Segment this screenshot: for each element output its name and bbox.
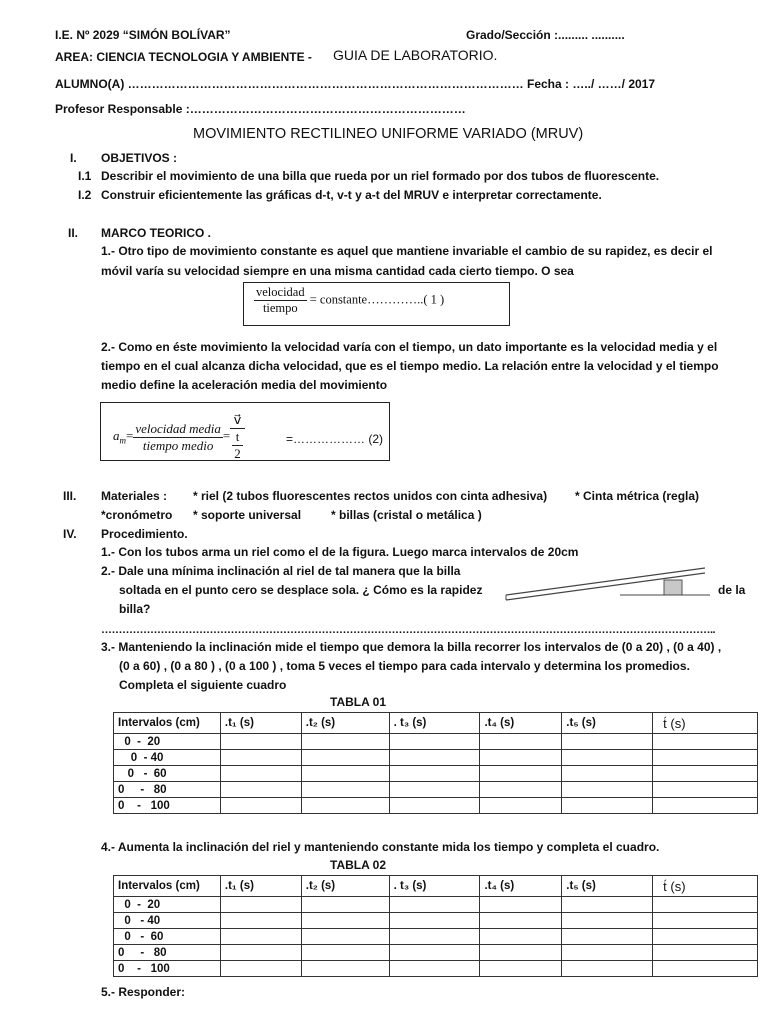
table-header-row — [114, 876, 758, 897]
eq2-two: 2 — [234, 446, 241, 461]
row-label: 0 - 40 — [114, 913, 221, 929]
table-cell[interactable] — [653, 734, 758, 750]
materials-number: III. — [63, 489, 77, 503]
procedure-heading: Procedimiento. — [101, 527, 188, 541]
table-cell[interactable] — [389, 961, 480, 977]
column-header: .t₁ (s) — [220, 713, 301, 734]
objective-number: I.2 — [78, 188, 92, 202]
student-line: ALUMNO(A) ……………………………………………………………………………………… Fecha : …../ ……/ 2017 — [55, 77, 656, 91]
eq2-denominator: tiempo medio — [142, 437, 214, 453]
eq2-lhs-sub: m — [119, 435, 126, 446]
theory-heading: MARCO TEORICO . — [101, 226, 211, 240]
table-cell[interactable] — [389, 766, 480, 782]
theory-paragraph-1b: móvil varía su velocidad siempre en una misma cantidad cada cierto tiempo. O sea — [101, 264, 574, 278]
column-header: t́ (s) — [653, 876, 758, 897]
eq2-vector-v: v⃗ — [230, 412, 245, 429]
school-name: I.E. Nº 2029 “SIMÓN BOLÍVAR” — [55, 28, 231, 42]
table-cell[interactable] — [301, 961, 389, 977]
row-label: 0 - 60 — [114, 929, 221, 945]
table-cell[interactable] — [562, 897, 653, 913]
table-row — [114, 766, 758, 782]
table-cell[interactable] — [389, 750, 480, 766]
table-cell[interactable] — [301, 782, 389, 798]
objective-text: Describir el movimiento de una billa que rueda por un riel formado por dos tubos de fluorescente. — [101, 169, 660, 183]
table-row — [114, 897, 758, 913]
procedure-step-3: 3.- Manteniendo la inclinación mide el tiempo que demora la billa recorrer los intervalos de (0 a 20) , (0 a 40) , — [101, 640, 722, 654]
table-cell[interactable] — [562, 750, 653, 766]
procedure-step-2-tail: de la — [718, 583, 746, 597]
table-cell[interactable] — [301, 766, 389, 782]
table-cell[interactable] — [389, 929, 480, 945]
eq2-lhs: a — [113, 427, 120, 443]
row-label: 0 - 100 — [114, 798, 221, 814]
table-cell[interactable] — [653, 782, 758, 798]
column-header: .t₄ (s) — [480, 713, 562, 734]
material-item: * soporte universal — [193, 508, 302, 522]
theory-paragraph-2b: tiempo en el cual alcanza dicha velocidad, que es el tiempo medio. La relación entre la velocidad y el tiempo — [101, 359, 719, 373]
table-row — [114, 945, 758, 961]
material-item: * billas (cristal o metálica ) — [331, 508, 482, 522]
column-header: . t₃ (s) — [389, 713, 480, 734]
table-cell[interactable] — [480, 945, 562, 961]
row-label: 0 - 100 — [114, 961, 221, 977]
material-item: *cronómetro — [101, 508, 173, 522]
table-cell[interactable] — [480, 750, 562, 766]
column-header: .t₂ (s) — [301, 713, 389, 734]
inclined-rail-figure — [500, 560, 712, 608]
procedure-step-2b: soltada en el punto cero se desplace sola. ¿ Cómo es la rapidez — [119, 583, 483, 597]
table-cell[interactable] — [389, 734, 480, 750]
equation-1 — [254, 285, 444, 316]
table-cell[interactable] — [653, 913, 758, 929]
equation-2-box — [100, 402, 390, 461]
theory-paragraph-1: 1.- Otro tipo de movimiento constante es aquel que mantiene invariable el cambio de su rapidez, es decir el — [101, 244, 713, 258]
procedure-step-4: 4.- Aumenta la inclinación del riel y manteniendo constante mida los tiempo y completa el cuadro. — [101, 840, 660, 854]
table-cell[interactable] — [653, 798, 758, 814]
table-cell[interactable] — [480, 929, 562, 945]
table-cell[interactable] — [301, 945, 389, 961]
table-cell[interactable] — [480, 766, 562, 782]
theory-number: II. — [68, 226, 79, 240]
material-item: * riel (2 tubos fluorescentes rectos unidos con cinta adhesiva) — [193, 489, 548, 503]
table-row — [114, 961, 758, 977]
table-1-caption: TABLA 01 — [330, 695, 387, 709]
procedure-step-3b: (0 a 60) , (0 a 80 ) , (0 a 100 ) , toma 5 veces el tiempo para cada intervalo y determina los promedios. — [119, 659, 690, 673]
eq2-t: t — [232, 429, 243, 446]
materials-heading: Materiales : — [101, 489, 168, 503]
row-label: 0 - 20 — [114, 897, 221, 913]
table-cell[interactable] — [220, 945, 301, 961]
table-cell[interactable] — [480, 961, 562, 977]
table-row — [114, 734, 758, 750]
table-cell[interactable] — [653, 897, 758, 913]
objectives-number: I. — [70, 151, 77, 165]
table-2 — [113, 875, 758, 977]
table-row — [114, 929, 758, 945]
procedure-step-5: 5.- Responder: — [101, 985, 186, 999]
table-cell[interactable] — [562, 782, 653, 798]
objective-text: Construir eficientemente las gráficas d-t, v-t y a-t del MRUV e interpretar correctamente. — [101, 188, 602, 202]
column-header: Intervalos (cm) — [114, 876, 221, 897]
area-label: AREA: CIENCIA TECNOLOGIA Y AMBIENTE - — [55, 50, 312, 64]
row-label: 0 - 60 — [114, 766, 221, 782]
table-2-caption: TABLA 02 — [330, 858, 387, 872]
equation-2 — [113, 412, 245, 462]
objective-number: I.1 — [78, 169, 92, 183]
table-cell[interactable] — [389, 798, 480, 814]
eq2-numerator: velocidad media — [135, 420, 221, 436]
theory-paragraph-2c: medio define la aceleración media del movimiento — [101, 378, 388, 392]
objectives-heading: OBJETIVOS : — [101, 151, 178, 165]
guide-title: GUIA DE LABORATORIO. — [333, 47, 498, 63]
page-title: MOVIMIENTO RECTILINEO UNIFORME VARIADO (MRUV) — [193, 126, 584, 142]
table-cell[interactable] — [562, 766, 653, 782]
table-cell[interactable] — [389, 897, 480, 913]
column-header: . t₃ (s) — [389, 876, 480, 897]
table-cell[interactable] — [389, 913, 480, 929]
eq1-numerator: velocidad — [256, 285, 305, 299]
table-cell[interactable] — [653, 961, 758, 977]
table-1 — [113, 712, 758, 814]
table-cell[interactable] — [301, 734, 389, 750]
table-cell[interactable] — [562, 961, 653, 977]
column-header: .t₄ (s) — [480, 876, 562, 897]
theory-paragraph-2: 2.- Como en éste movimiento la velocidad varía con el tiempo, un dato importante es la velocidad media y el — [101, 340, 718, 354]
table-cell[interactable] — [653, 766, 758, 782]
row-label: 0 - 20 — [114, 734, 221, 750]
table-cell[interactable] — [562, 929, 653, 945]
row-label: 0 - 40 — [114, 750, 221, 766]
table-cell[interactable] — [220, 897, 301, 913]
table-cell[interactable] — [389, 782, 480, 798]
procedure-step-1: 1.- Con los tubos arma un riel como el de la figura. Luego marca intervalos de 20cm — [101, 545, 579, 559]
table-row — [114, 782, 758, 798]
procedure-number: IV. — [63, 527, 77, 541]
table-cell[interactable] — [562, 913, 653, 929]
table-cell[interactable] — [480, 782, 562, 798]
row-label: 0 - 80 — [114, 782, 221, 798]
table-cell[interactable] — [480, 734, 562, 750]
column-header: .t₂ (s) — [301, 876, 389, 897]
table-cell[interactable] — [653, 750, 758, 766]
table-cell[interactable] — [562, 945, 653, 961]
column-header: Intervalos (cm) — [114, 713, 221, 734]
table-cell[interactable] — [220, 782, 301, 798]
table-cell[interactable] — [220, 734, 301, 750]
procedure-step-2c: billa? — [119, 602, 151, 616]
table-cell[interactable] — [653, 945, 758, 961]
eq1-rhs: = constante…………..( 1 ) — [309, 292, 445, 307]
table-cell[interactable] — [480, 913, 562, 929]
procedure-step-2: 2.- Dale una mínima inclinación al riel de tal manera que la billa — [101, 564, 461, 578]
table-header-row — [114, 713, 758, 734]
table-cell[interactable] — [220, 798, 301, 814]
table-cell[interactable] — [301, 913, 389, 929]
table-cell[interactable] — [562, 734, 653, 750]
procedure-step-3c: Completa el siguiente cuadro — [119, 678, 287, 692]
table-cell[interactable] — [220, 913, 301, 929]
eq1-denominator: tiempo — [262, 301, 298, 315]
material-item: * Cinta métrica (regla) — [575, 489, 700, 503]
table-row — [114, 798, 758, 814]
table-cell[interactable] — [389, 945, 480, 961]
table-cell[interactable] — [480, 897, 562, 913]
table-cell[interactable] — [562, 798, 653, 814]
answer-line: ………………………………………………………………………………………………………………………………………………………….. — [101, 624, 716, 636]
eq2-equals: = — [126, 427, 134, 443]
table-cell[interactable] — [220, 750, 301, 766]
table-cell[interactable] — [220, 929, 301, 945]
table-row — [114, 913, 758, 929]
column-header: .t₁ (s) — [220, 876, 301, 897]
column-header: t́ (s) — [653, 713, 758, 734]
table-cell[interactable] — [301, 929, 389, 945]
table-cell[interactable] — [220, 766, 301, 782]
table-cell[interactable] — [301, 750, 389, 766]
row-label: 0 - 80 — [114, 945, 221, 961]
table-cell[interactable] — [301, 798, 389, 814]
table-cell[interactable] — [480, 798, 562, 814]
grade-section: Grado/Sección :......... .......... — [466, 28, 625, 42]
column-header: .t₅ (s) — [562, 876, 653, 897]
table-cell[interactable] — [653, 929, 758, 945]
table-row — [114, 750, 758, 766]
eq2-rhs: =……………… (2) — [286, 432, 384, 446]
eq2-equals-2: = — [222, 427, 231, 443]
table-cell[interactable] — [220, 961, 301, 977]
teacher-line: Profesor Responsable :…………………………………………………………… — [55, 102, 466, 116]
column-header: .t₅ (s) — [562, 713, 653, 734]
equation-1-box — [243, 282, 510, 326]
table-cell[interactable] — [301, 897, 389, 913]
